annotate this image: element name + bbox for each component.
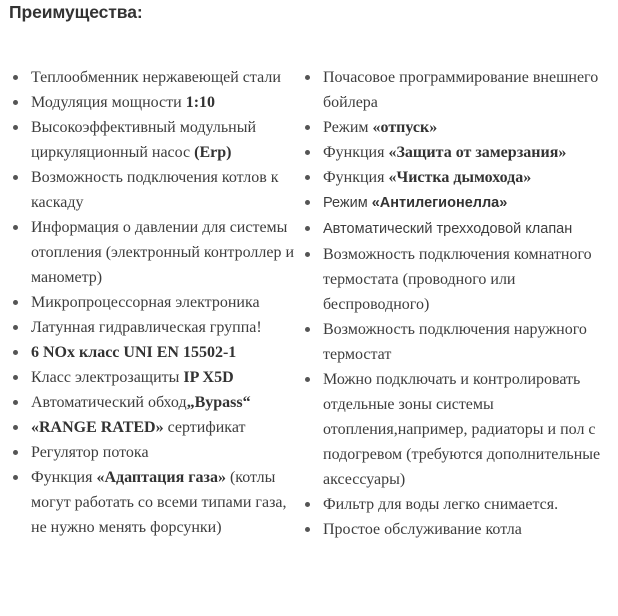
item-bold-text: «Антилегионелла» [371,195,508,211]
item-bold-text: 6 NOx класс UNI EN 15502-1 [31,344,237,361]
list-item [8,440,298,465]
item-text: Функция [31,469,97,486]
item-text: Информация о давлении для системы отопления (электронный контроллер и манометр) [31,219,295,286]
list-item [8,465,298,540]
item-text: Автоматический обход [31,394,187,411]
list-item [300,140,610,165]
list-item [8,90,298,115]
item-text: Автоматический трехходовой клапан [323,221,573,237]
item-text: Режим [323,119,373,136]
item-text: Теплообменник нержавеющей стали [31,69,281,86]
list-item [8,315,298,340]
list-item [300,190,610,216]
list-item [8,390,298,415]
item-text: Режим [323,195,372,211]
item-bold-text: (Erp) [194,144,232,161]
item-text: Микропроцессорная электроника [31,294,260,311]
item-bold-text: «Защита от замерзания» [388,144,567,161]
item-bold-text: „Bypass“ [186,394,251,411]
item-text: Высокоэффективный модульный циркуляционный насос [31,119,256,161]
list-item [300,492,610,517]
item-text: Класс электрозащиты [31,369,184,386]
item-text: Модуляция мощности [31,94,186,111]
item-text: Функция [323,169,389,186]
list-item [8,115,298,165]
list-item [300,165,610,190]
item-bold-text: «отпуск» [372,119,438,136]
item-text: Можно подключать и контролировать отдельные зоны системы отопления,например, радиаторы и пол с подогревом (требуются дополнительные аксессуары) [323,371,601,488]
item-bold-text: IP X5D [183,369,234,386]
list-item [8,65,298,90]
item-text: Возможность подключения котлов к каскаду [31,169,279,211]
item-text: Простое обслуживание котла [323,521,522,538]
list-item [300,216,610,242]
item-text: Возможность подключения наружного термостат [323,321,587,363]
item-text: Регулятор потока [31,444,149,461]
list-item [8,215,298,290]
item-text: сертификат [163,419,246,436]
item-bold-text: 1:10 [185,94,216,111]
item-bold-text: «Адаптация газа» [96,469,226,486]
item-text: Фильтр для воды легко снимается. [323,496,559,513]
advantages-list-right [300,65,610,542]
list-item [8,365,298,390]
item-text: Почасовое программирование внешнего бойлера [323,69,599,111]
list-item [300,242,610,317]
list-item [300,367,610,492]
list-item [300,65,610,115]
list-item [8,340,298,365]
item-text: Функция [323,144,389,161]
list-item [300,115,610,140]
list-item [300,317,610,367]
advantages-list-left [8,65,298,540]
list-item [8,290,298,315]
item-text: Латунная гидравлическая группа! [31,319,262,336]
list-item [8,415,298,440]
item-text: (котлы могут работать со всеми типами газа, не нужно менять форсунки) [31,469,287,536]
list-item [300,517,610,542]
item-bold-text: «RANGE RATED» [31,419,164,436]
section-heading: Преимущества: [9,2,143,22]
list-item [8,165,298,215]
item-bold-text: «Чистка дымохода» [388,169,532,186]
item-text: Возможность подключения комнатного термостата (проводного или беспроводного) [323,246,592,313]
